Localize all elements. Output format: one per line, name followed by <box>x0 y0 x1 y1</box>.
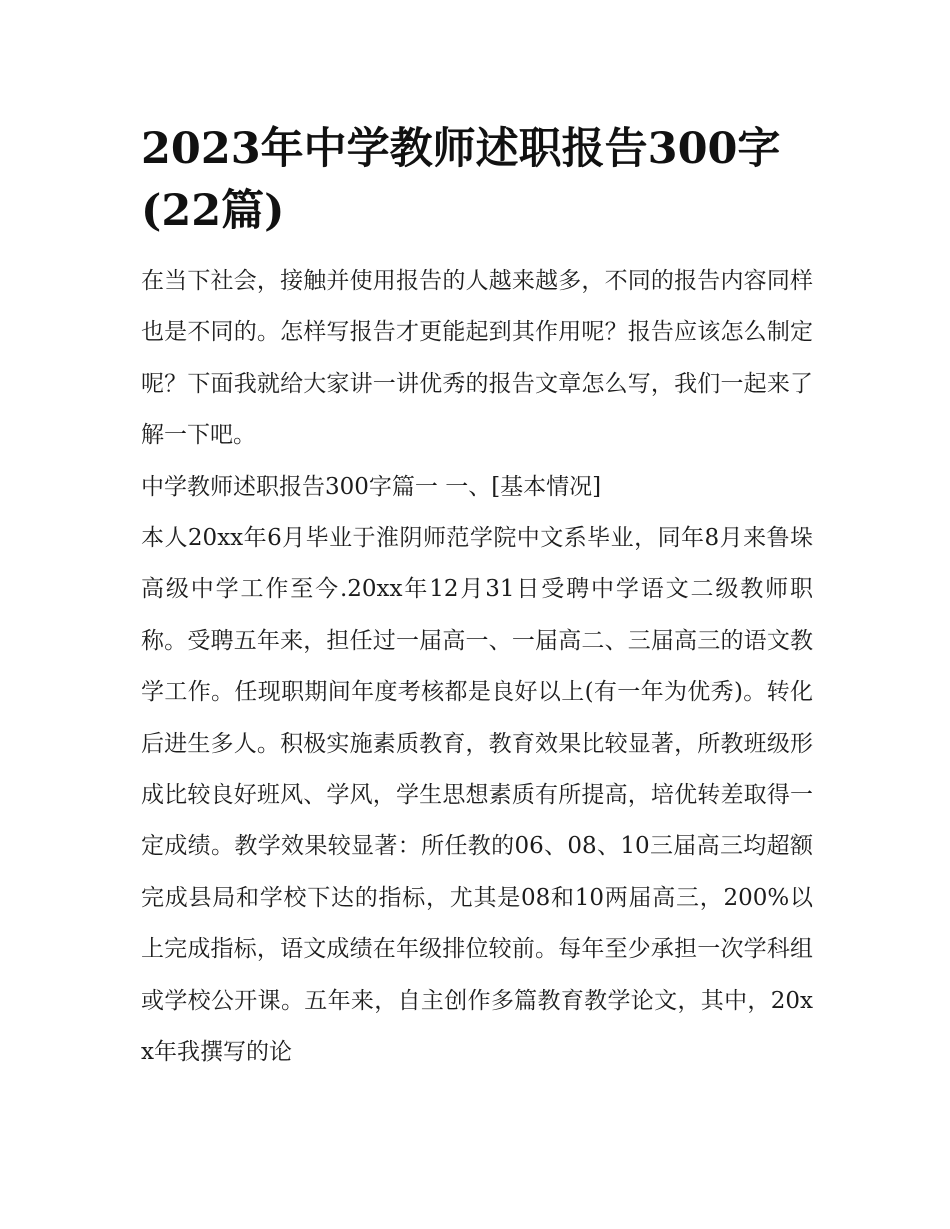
body-paragraph: 本人20xx年6月毕业于淮阴师范学院中文系毕业，同年8月来鲁垛高级中学工作至今.20xx年12月31日受聘中学语文二级教师职称。受聘五年来，担任过一届高一、一届高二、三届高三的语文教学工作。任现职期间年度考核都是良好以上(有一年为优秀)。转化后进生多人。积极实施素质教育，教育效果比较显著，所教班级形成比较良好班风、学风，学生思想素质有所提高，培优转差取得一定成绩。教学效果较显著：所任教的06、08、10三届高三均超额完成县局和学校下达的指标，尤其是08和10两届高三，200%以上完成指标，语文成绩在年级排位较前。每年至少承担一次学科组或学校公开课。五年来，自主创作多篇教育教学论文，其中，20xx年我撰写的论 <box>141 525 813 1066</box>
document-title: 2023年中学教师述职报告300字(22篇) <box>141 124 781 236</box>
intro-paragraph: 在当下社会，接触并使用报告的人越来越多，不同的报告内容同样也是不同的。怎样写报告才更能起到其作用呢？报告应该怎么制定呢？下面我就给大家讲一讲优秀的报告文章怎么写，我们一起来了解一下吧。 <box>141 268 813 449</box>
document-body <box>141 118 813 1079</box>
section-heading: 中学教师述职报告300字篇一 一、[基本情况] <box>141 473 602 500</box>
